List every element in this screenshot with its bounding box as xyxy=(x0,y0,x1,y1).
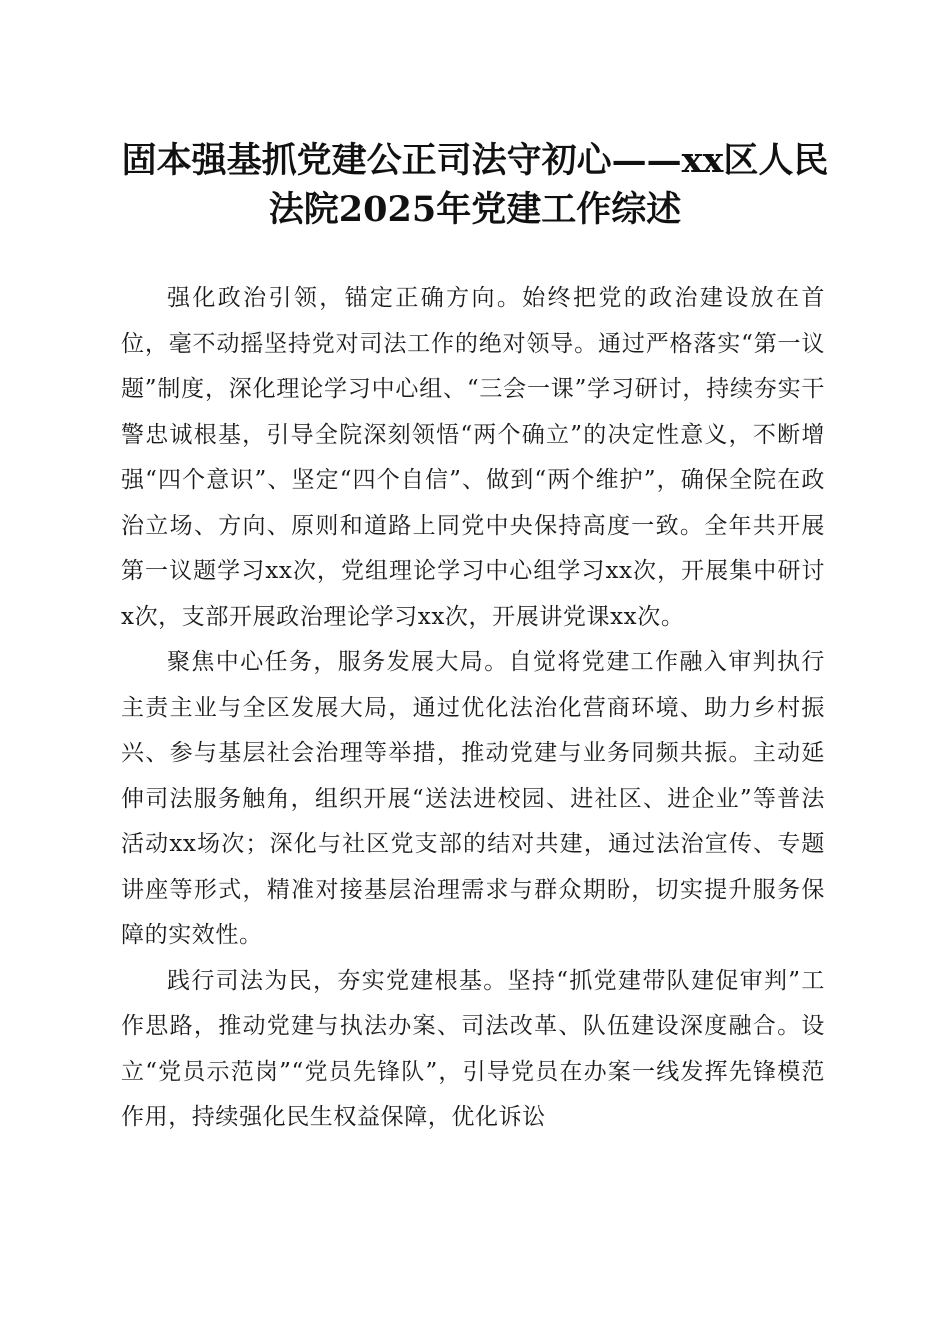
document-title: 固本强基抓党建公正司法守初心——xx区人民法院2025年党建工作综述 xyxy=(121,140,829,230)
document-body xyxy=(121,276,825,1141)
paragraph-central-tasks: 聚焦中心任务，服务发展大局。自觉将党建工作融入审判执行主责主业与全区发展大局，通过优化法治化营商环境、助力乡村振兴、参与基层社会治理等举措，推动党建与业务同频共振。主动延伸司法服务触角，组织开展“送法进校园、进社区、进企业”等普法活动xx场次；深化与社区党支部的结对共建，通过法治宣传、专题讲座等形式，精准对接基层治理需求与群众期盼，切实提升服务保障的实效性。 xyxy=(121,649,825,948)
paragraph-justice-for-people: 践行司法为民，夯实党建根基。坚持“抓党建带队建促审判”工作思路，推动党建与执法办案、司法改革、队伍建设深度融合。设立“党员示范岗”“党员先锋队”，引导党员在办案一线发挥先锋模范作用，持续强化民生权益保障，优化诉讼 xyxy=(121,967,825,1130)
paragraph-political-guidance: 强化政治引领，锚定正确方向。始终把党的政治建设放在首位，毫不动摇坚持党对司法工作的绝对领导。通过严格落实“第一议题”制度，深化理论学习中心组、“三会一课”学习研讨，持续夯实干警忠诚根基，引导全院深刻领悟“两个确立”的决定性意义，不断增强“四个意识”、坚定“四个自信”、做到“两个维护”，确保全院在政治立场、方向、原则和道路上同党中央保持高度一致。全年共开展第一议题学习xx次，党组理论学习中心组学习xx次，开展集中研讨x次，支部开展政治理论学习xx次，开展讲党课xx次。 xyxy=(121,285,825,630)
